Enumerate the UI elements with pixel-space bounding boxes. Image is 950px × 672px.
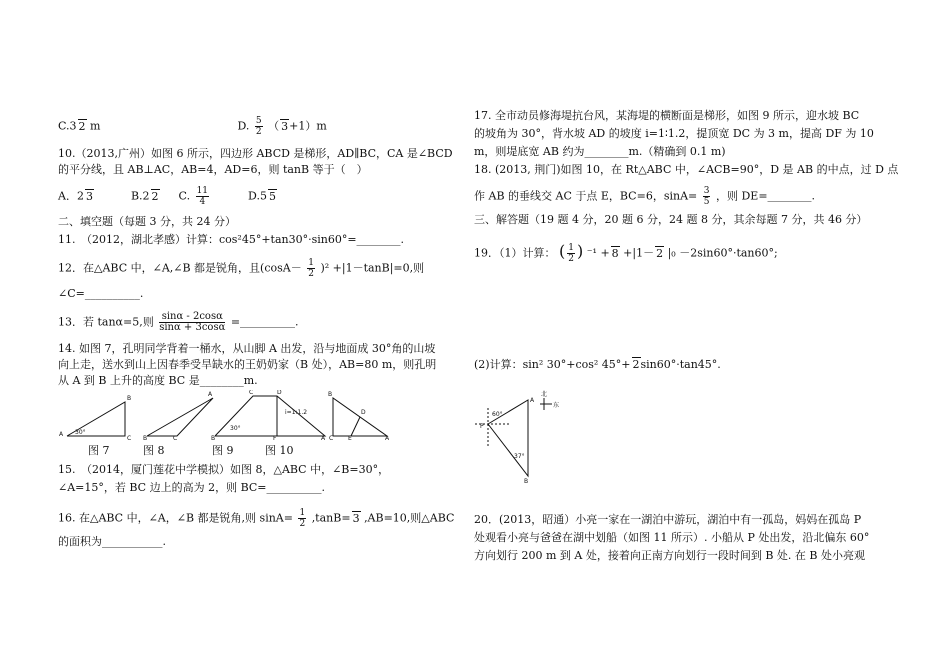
svg-text:37°: 37°: [514, 453, 525, 460]
svg-text:30°: 30°: [230, 425, 241, 432]
svg-text:F: F: [273, 435, 277, 442]
q10-line2: 的平分线，且 AB⊥AC，AB=4，AD=6，则 tanB 等于（ ）: [58, 163, 368, 176]
section-2-heading: 二、填空题（每题 3 分，共 24 分）: [58, 215, 236, 228]
q18-line1: 18. (2013, 荆门)如图 10，在 Rt△ABC 中，∠ACB=90°，D 是 AB 的中点，过 D 点: [474, 163, 899, 176]
q12-line1: 12．在△ABC 中，∠A,∠B 都是锐角，且(cosA－ $\frac{1}{2}$ )² +|1－tanB|=0,则: [58, 258, 425, 279]
svg-text:E: E: [348, 435, 352, 442]
svg-text:60°: 60°: [492, 411, 503, 418]
svg-text:东: 东: [553, 402, 560, 409]
svg-text:A: A: [530, 397, 535, 404]
q11: 11. （2012，湖北孝感）计算：cos²45°+tan30°·sin60°=________.: [58, 233, 405, 246]
fig7-caption: 图 7: [88, 444, 110, 457]
q17-line3: m，则堤底宽 AB 约为________m.（精确到 0.1 m): [474, 145, 726, 158]
fig8-triangle: [147, 398, 213, 436]
svg-text:30°: 30°: [75, 429, 86, 436]
q15-line1: 15. （2014，厦门莲花中学模拟）如图 8，△ABC 中，∠B=30°，: [58, 463, 390, 476]
q18-line2: 作 AB 的垂线交 AC 于点 E，BC=6，sinA= $\frac{3}{5}$ ，则 DE=________.: [474, 186, 816, 207]
svg-text:A: A: [321, 435, 326, 442]
q17-line2: 的坡角为 30°，背水坡 AD 的坡度 i=1∶1.2，提顶宽 DC 为 3 m，提高 DF 为 10: [474, 127, 874, 140]
fig9-caption: 图 9: [212, 444, 234, 457]
q10-line1: 10.（2013,广州）如图 6 所示，四边形 ABCD 是梯形，AD∥BC，CA 是∠BCD: [58, 147, 453, 160]
q19-part1: 19．（1）计算： ( $\frac{1}{2}$ ) ⁻¹ + 8 +|1－ 2 |₀ －2sin60°·tan60°;: [474, 241, 778, 264]
q16-line2: 的面积为___________.: [58, 535, 166, 548]
svg-text:D: D: [361, 409, 366, 416]
q20-line1: 20．(2013，昭通）小亮一家在一湖泊中游玩，湖泊中有一孤岛，妈妈在孤岛 P: [474, 513, 862, 526]
svg-text:D: D: [277, 390, 282, 396]
section-3-heading: 三、解答题（19 题 4 分，20 题 6 分，24 题 8 分，其余每题 7 分，共 46 分）: [474, 213, 868, 226]
q20-line2: 处观看小亮与爸爸在湖中划船（如图 11 所示）. 小船从 P 处出发，沿北偏东 60°: [474, 531, 870, 544]
svg-text:C: C: [249, 390, 254, 396]
svg-text:B: B: [143, 435, 148, 442]
q14-line2: 向上走，送水到山上因春季受旱缺水的王奶奶家（B 处），AB=80 m，则孔明: [58, 358, 437, 371]
q12-line2: ∠C=__________.: [58, 287, 144, 300]
q20-line3: 方向划行 200 m 到 A 处，接着向正南方向划行一段时间到 B 处. 在 B 处小亮观: [474, 549, 865, 562]
svg-text:A: A: [208, 391, 213, 398]
svg-text:B: B: [127, 395, 132, 402]
figure-11: [470, 386, 560, 486]
svg-text:C: C: [127, 435, 132, 442]
figures-7-10: [55, 390, 400, 442]
svg-text:P: P: [480, 423, 484, 430]
q14-line3: 从 A 到 B 上升的高度 BC 是________m.: [58, 374, 258, 387]
svg-text:i=1:1.2: i=1:1.2: [285, 409, 308, 416]
q16-line1: 16. 在△ABC 中，∠A，∠B 都是锐角,则 sinA= $\frac{1}{2}$ ,tanB= 3 ,AB=10,则△ABC: [58, 508, 455, 529]
fig8-caption: 图 8: [143, 444, 165, 457]
svg-text:B: B: [524, 478, 529, 485]
svg-text:北: 北: [541, 391, 548, 398]
q19-part2: (2)计算：sin² 30°+cos² 45°+ 2sin60°·tan45°.: [474, 358, 721, 371]
svg-text:B: B: [211, 435, 216, 442]
q14-line1: 14. 如图 7，孔明同学背着一桶水，从山脚 A 出发，沿与地面成 30°角的山坡: [58, 342, 436, 355]
svg-text:C: C: [329, 435, 334, 442]
svg-text:A: A: [59, 431, 64, 438]
svg-text:B: B: [328, 391, 333, 398]
q13: 13．若 tanα=5,则 $\frac{\sin\alpha - 2\cos\alpha}{\sin\alpha + 3\cos\alpha}$ =__________.: [58, 311, 299, 333]
q17-line1: 17. 全市动员修海堤抗台风，某海堤的横断面是梯形，如图 9 所示，迎水坡 BC: [474, 109, 860, 122]
q15-line2: ∠A=15°，若 BC 边上的高为 2，则 BC=__________.: [58, 481, 325, 494]
q10-options: A．2 3 B.2 2 C. $\frac{11}{4}$ D.5 5: [58, 186, 276, 207]
q9-options-cd: C.3 2 m D. $\frac{5}{2}$ （ 3+1）m: [58, 116, 327, 137]
svg-text:C: C: [173, 435, 178, 442]
fig10-caption: 图 10: [265, 444, 294, 457]
svg-text:A: A: [385, 435, 390, 442]
